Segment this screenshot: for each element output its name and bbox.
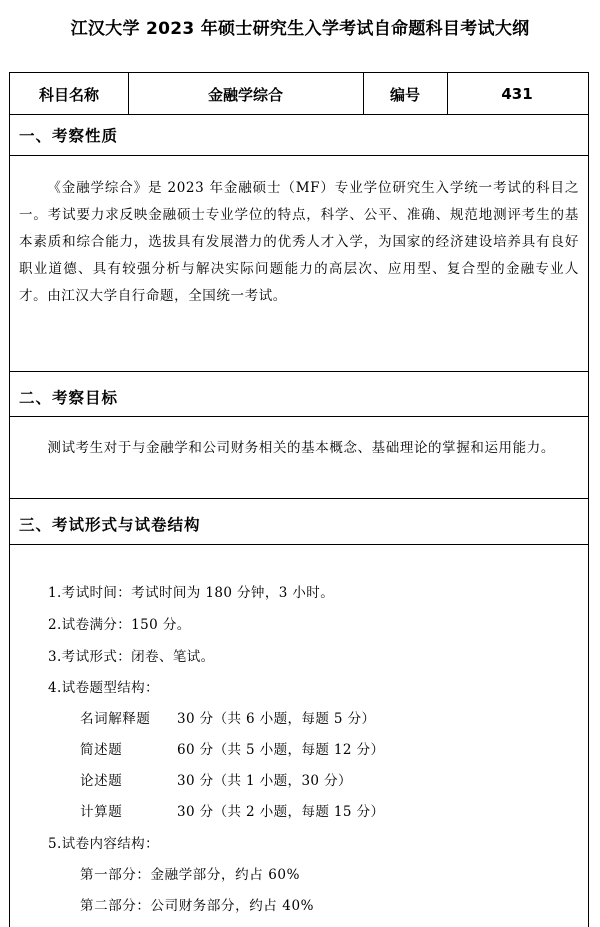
exam-form-item: 3.考试形式：闭卷、笔试。: [48, 649, 215, 665]
divider: [10, 371, 588, 372]
syllabus-table: [9, 72, 589, 927]
content-structure-item: 5.试卷内容结构：: [48, 836, 159, 852]
divider: [10, 416, 588, 417]
subject-name-label: 科目名称: [38, 85, 99, 104]
section1-text: 《金融学综合》是 2023 年金融硕士（MF）专业学位研究生入学统一考试的科目之一。考试要力求反映金融硕士专业学位的特点，科学、公平、准确、规范地测评考生的基本素质和综合能力，选拔具有发展潜力的优秀人才入学，为国家的经济建设培养具有良好职业道德、具有较强分析与解决实际问题能力的高层次、应用型、复合型的金融专业人才。由江汉大学自行命题，全国统一考试。: [19, 180, 579, 304]
question-type-name: 计算题: [80, 804, 123, 820]
content-part: 第二部分：公司财务部分，约占 40%: [80, 898, 315, 914]
section1-heading: 一、考察性质: [19, 127, 119, 145]
section2-text: 测试考生对于与金融学和公司财务相关的基本概念、基础理论的掌握和运用能力。: [47, 440, 555, 456]
divider: [10, 544, 588, 545]
question-type-name: 名词解释题: [80, 711, 151, 727]
divider: [10, 498, 588, 499]
code-value: 431: [501, 85, 533, 103]
exam-time-item: 1.考试时间：考试时间为 180 分钟，3 小时。: [48, 585, 335, 601]
content-part: 第一部分：金融学部分，约占 60%: [80, 867, 300, 883]
divider: [10, 155, 588, 156]
question-type-detail: 60 分（共 5 小题，每题 12 分）: [177, 742, 385, 758]
question-type-detail: 30 分（共 6 小题，每题 5 分）: [177, 711, 376, 727]
full-score-item: 2.试卷满分：150 分。: [48, 617, 191, 633]
question-type-detail: 30 分（共 1 小题，30 分）: [177, 773, 352, 789]
code-label: 编号: [389, 85, 420, 104]
info-row: [10, 73, 588, 115]
question-type-detail: 30 分（共 2 小题，每题 15 分）: [177, 804, 385, 820]
question-type-name: 简述题: [80, 742, 123, 758]
section2-heading: 二、考察目标: [19, 389, 119, 407]
section3-heading: 三、考试形式与试卷结构: [19, 516, 201, 534]
divider: [10, 114, 588, 115]
document-title: 江汉大学 2023 年硕士研究生入学考试自命题科目考试大纲: [70, 19, 530, 39]
section2-body: [19, 435, 579, 462]
subject-name-value: 金融学综合: [207, 85, 283, 104]
question-type-name: 论述题: [80, 773, 123, 789]
section1-body: [19, 175, 579, 310]
question-types-item: 4.试卷题型结构：: [48, 680, 159, 696]
